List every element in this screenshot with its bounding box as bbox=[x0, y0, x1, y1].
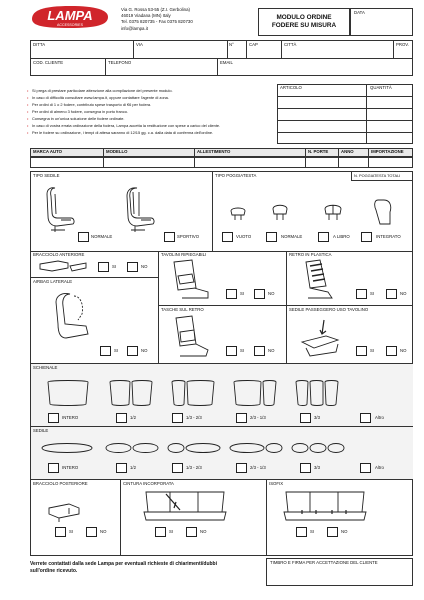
rear-armrest-icon bbox=[45, 494, 85, 524]
sedile-13-23-checkbox[interactable] bbox=[172, 463, 183, 473]
headrest-integrated-checkbox[interactable] bbox=[361, 232, 372, 242]
seat-sport-label: SPORTIVO bbox=[177, 234, 200, 239]
cintura-si-checkbox[interactable] bbox=[155, 527, 166, 537]
schienale-intero-checkbox[interactable] bbox=[48, 413, 59, 423]
sedile-13-23-label: 1/3 - 2/3 bbox=[186, 465, 202, 470]
integrated-belt-icon bbox=[140, 488, 230, 524]
sedile-passeggero-title: SEDILE PASSEGGERO USO TAVOLINO bbox=[289, 307, 369, 312]
folding-table-icon bbox=[168, 258, 216, 300]
isofix-si-checkbox[interactable] bbox=[296, 527, 307, 537]
airbag-icon bbox=[50, 290, 100, 348]
seat-sport-icon bbox=[125, 186, 157, 234]
tipo-poggiatesta-title: TIPO POGGIATESTA bbox=[215, 173, 257, 178]
backrest-three-thirds-icon bbox=[294, 378, 340, 408]
isofix-no-checkbox[interactable] bbox=[327, 527, 338, 537]
date-field[interactable] bbox=[350, 8, 413, 36]
front-armrest-si-checkbox[interactable] bbox=[98, 262, 109, 272]
backrest-twothird-third-icon bbox=[232, 378, 278, 408]
cushion-full-icon bbox=[40, 440, 94, 456]
svg-text:ACCESSORIES: ACCESSORIES bbox=[57, 23, 83, 27]
tipo-sedile-title: TIPO SEDILE bbox=[33, 173, 60, 178]
tavolini-si-checkbox[interactable] bbox=[226, 289, 237, 299]
front-armrest-si-label: SI bbox=[112, 264, 117, 269]
rear-armrest-si-label: SI bbox=[69, 529, 74, 534]
cap-field[interactable]: CAP bbox=[249, 42, 258, 47]
headrest-empty-checkbox[interactable] bbox=[222, 232, 233, 242]
cintura-si-label: SI bbox=[169, 529, 174, 534]
cintura-no-label: NO bbox=[200, 529, 207, 534]
rear-armrest-no-checkbox[interactable] bbox=[86, 527, 97, 537]
plastic-back-icon bbox=[298, 258, 340, 300]
tasche-no-checkbox[interactable] bbox=[254, 346, 265, 356]
tasche-si-label: SI bbox=[240, 348, 245, 353]
schienale-23-13-checkbox[interactable] bbox=[236, 413, 247, 423]
signature-box[interactable] bbox=[266, 558, 413, 586]
sedile-altro-checkbox[interactable] bbox=[360, 463, 371, 473]
sedile-intero-label: INTERO bbox=[62, 465, 79, 470]
retro-plastica-title: RETRO IN PLASTICA bbox=[289, 252, 332, 257]
email-field[interactable]: EMAIL bbox=[220, 60, 233, 65]
schienale-half-label: 1/2 bbox=[130, 415, 136, 420]
rear-armrest-si-checkbox[interactable] bbox=[55, 527, 66, 537]
front-armrest-no-label: NO bbox=[141, 264, 148, 269]
headrest-normal-label: NORMALE bbox=[281, 234, 303, 239]
cod-cliente-field[interactable]: COD. CLIENTE bbox=[33, 60, 64, 65]
footer-note-line: sull'ordine ricevuto. bbox=[30, 568, 78, 574]
note-item: • Consegna in un'unica soluzione delle fodere ordinate. bbox=[32, 117, 124, 121]
marca-label: MARCA AUTO bbox=[33, 149, 62, 154]
company-address bbox=[121, 7, 193, 32]
headrest-integrated-icon bbox=[372, 198, 394, 226]
vehicle-input-row[interactable] bbox=[30, 157, 413, 168]
airbag-si-checkbox[interactable] bbox=[100, 346, 111, 356]
telefono-field[interactable]: TELEFONO bbox=[108, 60, 132, 65]
address-line: Tel. 0375 820735 - Fax 0375 820730 bbox=[121, 19, 193, 25]
isofix-no-label: NO bbox=[341, 529, 348, 534]
retro-no-checkbox[interactable] bbox=[386, 289, 397, 299]
company-logo bbox=[30, 5, 110, 29]
articolo-box bbox=[277, 84, 413, 144]
lampa-logo-icon bbox=[30, 5, 110, 29]
isofix-icon bbox=[280, 488, 370, 524]
bracciolo-anteriore-title: BRACCIOLO ANTERIORE bbox=[33, 252, 85, 257]
note-item: • Si prega di prestare particolare attenzione alla compilazione del presente modulo. bbox=[32, 89, 173, 93]
cushion-twothird-third-icon bbox=[228, 440, 284, 456]
headrest-integrated-label: INTEGRATO bbox=[376, 234, 401, 239]
address-line: 46019 Viadana (MN) Italy bbox=[121, 13, 171, 19]
bracciolo-posteriore-title: BRACCIOLO POSTERIORE bbox=[33, 481, 88, 486]
citta-field[interactable]: CITTÀ bbox=[284, 42, 297, 47]
headrest-empty-label: VUOTO bbox=[236, 234, 252, 239]
note-item: • Per ordini di almeno 3 fodere, consegna in porto franco. bbox=[32, 110, 128, 114]
cushion-third-twothird-icon bbox=[166, 440, 222, 456]
porte-label: N. PORTE bbox=[308, 149, 329, 154]
tasche-si-checkbox[interactable] bbox=[226, 346, 237, 356]
passeggero-si-label: SI bbox=[370, 348, 375, 353]
sedile-23-13-label: 2/3 - 1/3 bbox=[250, 465, 266, 470]
sedile-half-checkbox[interactable] bbox=[116, 463, 127, 473]
schienale-23-13-label: 2/3 - 1/3 bbox=[250, 415, 266, 420]
allestimento-label: ALLESTIMENTO bbox=[197, 149, 231, 154]
ditta-field[interactable]: DITTA bbox=[33, 42, 46, 47]
schienale-13-23-checkbox[interactable] bbox=[172, 413, 183, 423]
via-field[interactable]: VIA bbox=[136, 42, 143, 47]
note-item: • Per le fodere su ordinazione, i tempi di attesa saranno di 12/15 gg. c.a. dalla data di conferma dell'ordine. bbox=[32, 131, 213, 135]
sedile-altro-label: Altro bbox=[375, 465, 384, 470]
tavolini-no-label: NO bbox=[268, 291, 275, 296]
note-item: • In caso di vostra errata ordinazione della fodera, Lampa accetta la restituzione con spese a carico del cliente. bbox=[32, 124, 220, 128]
tasche-title: TASCHE SUL RETRO bbox=[161, 307, 204, 312]
sedile-23-13-checkbox[interactable] bbox=[236, 463, 247, 473]
front-armrest-icon bbox=[38, 258, 88, 274]
passeggero-si-checkbox[interactable] bbox=[356, 346, 367, 356]
note-item: • Per ordini di 1 o 2 fodere, contributo spese trasporto di €6 per fodera. bbox=[32, 103, 151, 107]
retro-no-label: NO bbox=[400, 291, 407, 296]
sedile-half-label: 1/2 bbox=[130, 465, 136, 470]
anno-label: ANNO bbox=[341, 149, 354, 154]
tavolini-title: TAVOLINI RIPIEGABILI bbox=[161, 252, 207, 257]
seat-normal-icon bbox=[45, 186, 77, 234]
prov-field[interactable]: PROV. bbox=[396, 42, 409, 47]
signature-label: TIMBRO E FIRMA PER ACCETTAZIONE DEL CLIENTE bbox=[270, 560, 378, 565]
isofix-title: ISOFIX bbox=[269, 481, 284, 486]
retro-si-checkbox[interactable] bbox=[356, 289, 367, 299]
airbag-no-label: NO bbox=[141, 348, 148, 353]
headrest-normal-icon bbox=[270, 203, 290, 221]
schienale-altro-checkbox[interactable] bbox=[360, 413, 371, 423]
backrest-half-icon bbox=[108, 378, 154, 408]
poggiatesta-count-label: N. POGGIATESTA TOTALI bbox=[354, 172, 401, 178]
date-label: DATA bbox=[354, 10, 365, 15]
back-pocket-icon bbox=[168, 314, 214, 358]
passeggero-no-label: NO bbox=[400, 348, 407, 353]
isofix-si-label: SI bbox=[310, 529, 315, 534]
page-subtitle: FODERE SU MISURA bbox=[271, 22, 337, 29]
note-item: • In caso di difficoltà consultare www.lampa.it, oppure contattare l'agente di zona. bbox=[32, 96, 169, 100]
tavolini-no-checkbox[interactable] bbox=[254, 289, 265, 299]
schienale-33-label: 3/3 bbox=[314, 415, 320, 420]
airbag-si-label: SI bbox=[114, 348, 119, 353]
headrest-book-checkbox[interactable] bbox=[318, 232, 329, 242]
address-line: Via G. Rossa 53-55 (Z.I. Gerbolina) bbox=[121, 7, 190, 12]
sedile-title: SEDILE bbox=[33, 428, 49, 433]
cushion-half-icon bbox=[104, 440, 160, 456]
sedile-33-label: 3/3 bbox=[314, 465, 320, 470]
cushion-three-thirds-icon bbox=[290, 440, 346, 456]
quantita-label: QUANTITÀ bbox=[370, 85, 392, 90]
airbag-no-checkbox[interactable] bbox=[127, 346, 138, 356]
seat-normal-checkbox[interactable] bbox=[78, 232, 89, 242]
importazione-label: IMPORTAZIONE bbox=[371, 149, 404, 154]
seat-sport-checkbox[interactable] bbox=[164, 232, 175, 242]
articolo-label: ARTICOLO bbox=[280, 85, 302, 90]
backrest-third-twothird-icon bbox=[170, 378, 216, 408]
sedile-intero-checkbox[interactable] bbox=[48, 463, 59, 473]
passenger-table-icon bbox=[296, 318, 342, 358]
footer-note-line: Verrete contattati dalla sede Lampa per eventuali richieste di chiarimenti/dubbi bbox=[30, 561, 218, 567]
svg-text:LAMPA: LAMPA bbox=[47, 8, 93, 23]
airbag-title: AIRBAG LATERALE bbox=[33, 279, 73, 284]
headrest-book-icon bbox=[322, 203, 344, 221]
sedile-33-checkbox[interactable] bbox=[300, 463, 311, 473]
headrest-normal-checkbox[interactable] bbox=[266, 232, 277, 242]
schienale-title: SCHIENALE bbox=[33, 365, 58, 370]
cintura-no-checkbox[interactable] bbox=[186, 527, 197, 537]
seat-normal-label: NORMALE bbox=[91, 234, 113, 239]
backrest-full-icon bbox=[46, 378, 90, 408]
page-title: MODULO ORDINE bbox=[276, 14, 332, 21]
retro-si-label: SI bbox=[370, 291, 375, 296]
title-box bbox=[258, 8, 350, 36]
modello-label: MODELLO bbox=[106, 149, 128, 154]
schienale-altro-label: Altro bbox=[375, 415, 384, 420]
address-line: info@lampa.it bbox=[121, 25, 148, 31]
tasche-no-label: NO bbox=[268, 348, 275, 353]
headrest-book-label: A LIBRO bbox=[333, 234, 350, 239]
front-armrest-no-checkbox[interactable] bbox=[127, 262, 138, 272]
numero-field[interactable]: N° bbox=[229, 42, 234, 47]
passeggero-no-checkbox[interactable] bbox=[386, 346, 397, 356]
footer-note bbox=[30, 561, 217, 575]
schienale-half-checkbox[interactable] bbox=[116, 413, 127, 423]
headrest-empty-icon bbox=[228, 205, 248, 221]
schienale-33-checkbox[interactable] bbox=[300, 413, 311, 423]
cintura-title: CINTURA INCORPORATA bbox=[123, 481, 174, 486]
schienale-intero-label: INTERO bbox=[62, 415, 79, 420]
tavolini-si-label: SI bbox=[240, 291, 245, 296]
schienale-13-23-label: 1/3 - 2/3 bbox=[186, 415, 202, 420]
rear-armrest-no-label: NO bbox=[100, 529, 107, 534]
